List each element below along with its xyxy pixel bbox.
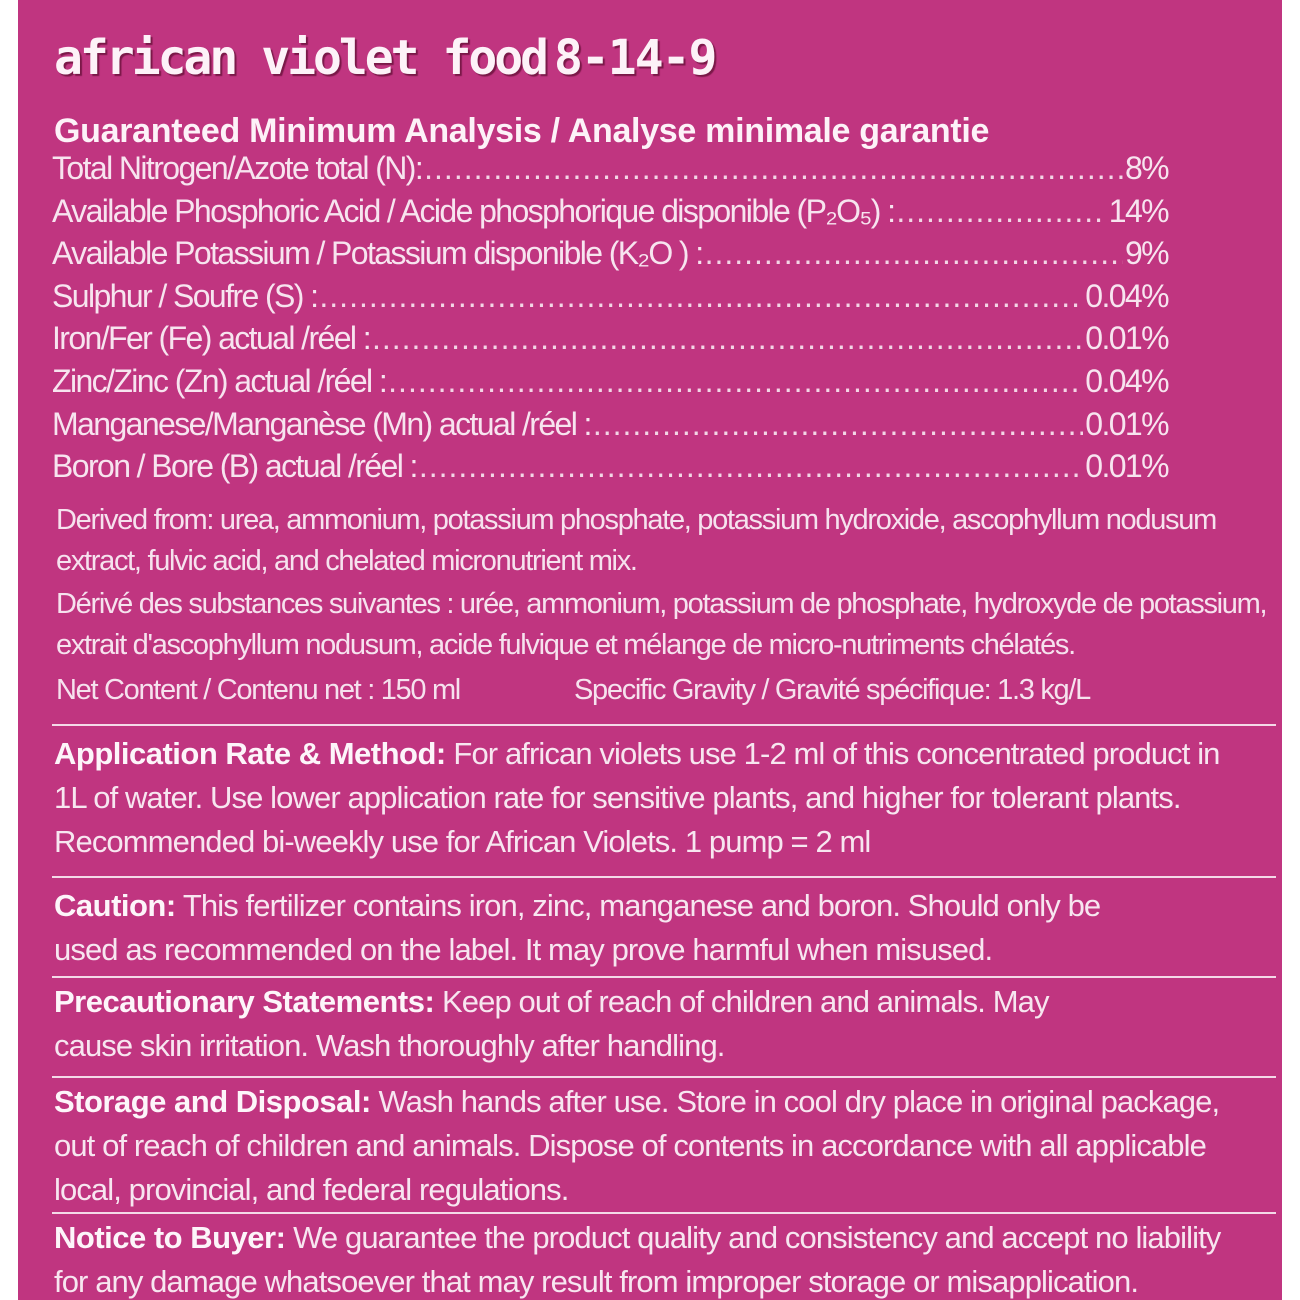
nutrient-name: Manganese/Manganèse (Mn) actual /réel : bbox=[52, 405, 591, 442]
nutrient-value: 0.01% bbox=[1085, 405, 1168, 442]
dot-leader bbox=[896, 193, 1106, 230]
analysis-row bbox=[52, 278, 1168, 321]
caution-section bbox=[54, 884, 1144, 972]
application-section bbox=[54, 732, 1234, 864]
product-label-panel bbox=[18, 0, 1282, 1300]
nutrient-name: Total Nitrogen/Azote total (N): bbox=[52, 150, 423, 186]
notice-text: We guarantee the product quality and consistency and accept no liability for any damage whatsoever that may result from improper storage or misapplication. bbox=[54, 1220, 1221, 1299]
caution-text: This fertilizer contains iron, zinc, manganese and boron. Should only be used as recommended on the label. It may prove harmful when misused. bbox=[54, 888, 1101, 967]
analysis-row bbox=[52, 150, 1168, 193]
divider bbox=[52, 1076, 1276, 1078]
guaranteed-analysis-list bbox=[52, 150, 1168, 491]
nutrient-value: 0.01% bbox=[1085, 320, 1168, 357]
nutrient-name: Available Phosphoric Acid / Acide phosphorique disponible (P₂O₅) : bbox=[52, 192, 895, 229]
analysis-row bbox=[52, 193, 1168, 236]
dot-leader bbox=[319, 278, 1083, 315]
nutrient-value: 14% bbox=[1108, 192, 1168, 229]
nutrient-name: Available Potassium / Potassium disponible (K₂O ) : bbox=[52, 235, 703, 272]
nutrient-name: Iron/Fer (Fe) actual /réel : bbox=[52, 320, 370, 357]
nutrient-value: 0.01% bbox=[1085, 448, 1168, 485]
divider bbox=[52, 724, 1276, 726]
precautionary-text: Keep out of reach of children and animals. May cause skin irritation. Wash thoroughly after handling. bbox=[54, 984, 1049, 1063]
nutrient-name: Boron / Bore (B) actual /réel : bbox=[52, 448, 417, 485]
precautionary-section bbox=[54, 980, 1064, 1068]
storage-label: Storage and Disposal: bbox=[54, 1084, 371, 1119]
analysis-row bbox=[52, 320, 1168, 363]
nutrient-value: 0.04% bbox=[1085, 362, 1168, 399]
nutrient-name: Zinc/Zinc (Zn) actual /réel : bbox=[52, 362, 387, 399]
notice-label: Notice to Buyer: bbox=[54, 1220, 286, 1255]
notice-section bbox=[54, 1216, 1244, 1300]
nutrient-value: 0.04% bbox=[1085, 277, 1168, 314]
product-name: african violet food bbox=[54, 30, 547, 86]
divider bbox=[52, 1212, 1276, 1214]
application-label: Application Rate & Method: bbox=[54, 736, 446, 771]
storage-section bbox=[54, 1080, 1244, 1212]
net-content: Net Content / Contenu net : 150 ml bbox=[56, 674, 460, 706]
npk-ratio: 8-14-9 bbox=[554, 30, 716, 86]
divider bbox=[52, 976, 1276, 978]
analysis-row bbox=[52, 235, 1168, 278]
dot-leader bbox=[705, 235, 1123, 272]
derived-from-english: Derived from: urea, ammonium, potassium phosphate, potassium hydroxide, ascophyllum nodusum extract, fulvic acid, and chelated micronutrient mix. bbox=[56, 504, 1216, 577]
dot-leader bbox=[388, 363, 1083, 400]
dot-leader bbox=[593, 406, 1083, 443]
application-text: For african violets use 1-2 ml of this concentrated product in 1L of water. Use lower application rate for sensitive plants, and higher for tolerant plants. Recommended bi-weekly use for African Violets. 1 pump = 2 ml bbox=[54, 736, 1220, 859]
specific-gravity: Specific Gravity / Gravité spécifique: 1.3 kg/L bbox=[574, 674, 1090, 706]
guaranteed-analysis-heading: Guaranteed Minimum Analysis / Analyse minimale garantie bbox=[54, 112, 990, 150]
nutrient-name: Sulphur / Soufre (S) : bbox=[52, 277, 318, 314]
analysis-row bbox=[52, 363, 1168, 406]
dot-leader bbox=[372, 320, 1083, 357]
title-row bbox=[54, 30, 954, 90]
analysis-row bbox=[52, 448, 1168, 491]
dot-leader bbox=[419, 448, 1083, 485]
analysis-row bbox=[52, 406, 1168, 449]
precautionary-label: Precautionary Statements: bbox=[54, 984, 435, 1019]
nutrient-value: 9% bbox=[1124, 235, 1168, 272]
derived-from-french: Dérivé des substances suivantes : urée, ammonium, potassium de phosphate, hydroxyde de potassium, extrait d'ascophyllum nodusum, acide fulvique et mélange de micro-nutriments chélatés. bbox=[56, 588, 1267, 661]
dot-leader bbox=[424, 150, 1123, 187]
caution-label: Caution: bbox=[54, 888, 176, 923]
divider bbox=[52, 876, 1276, 878]
nutrient-value: 8% bbox=[1124, 150, 1168, 186]
storage-text: Wash hands after use. Store in cool dry place in original package, out of reach of children and animals. Dispose of contents in accordance with all applicable local, provincial, and federal regulations. bbox=[54, 1084, 1220, 1207]
